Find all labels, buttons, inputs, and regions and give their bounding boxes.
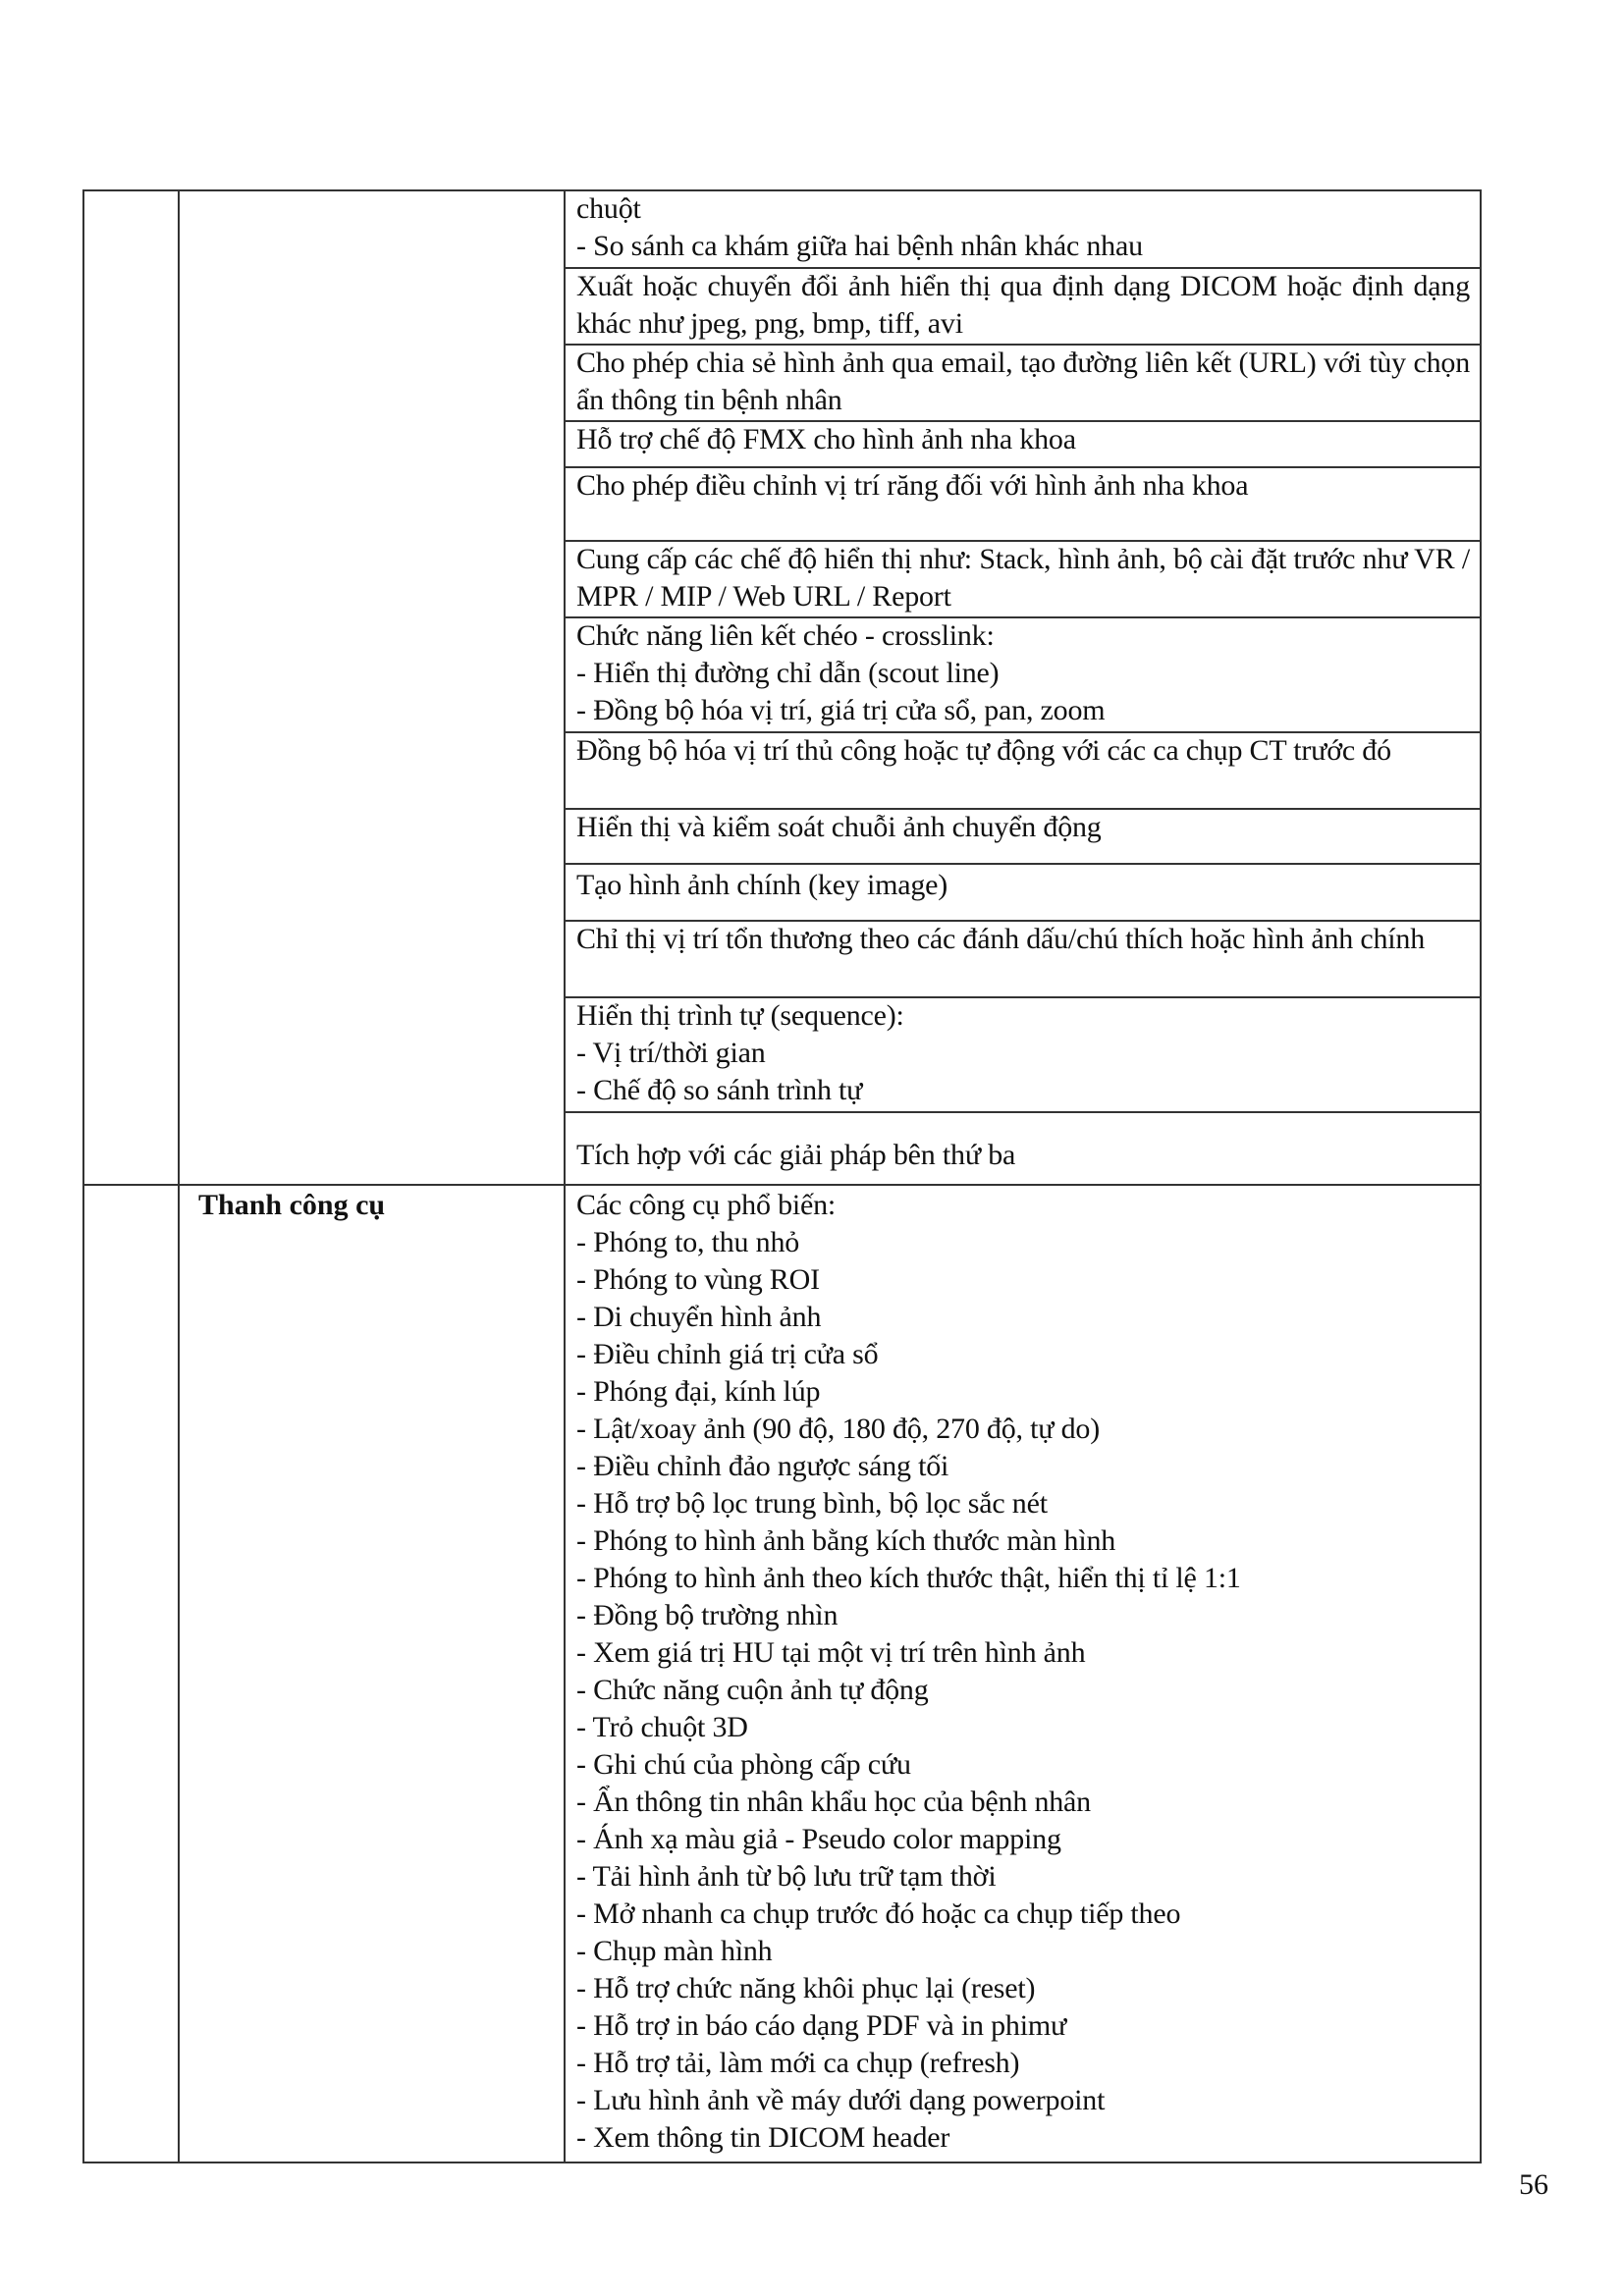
tool-list-item: - Hỗ trợ tải, làm mới ca chụp (refresh) [576,2047,1020,2079]
table-border-bottom [82,2162,1482,2163]
table-cell: Cho phép chia sẻ hình ảnh qua email, tạo đường liên kết (URL) với tùy chọn ẩn thông tin bệnh nhân [576,347,1470,416]
tool-list-item: - Hỗ trợ in báo cáo dạng PDF và in phimư [576,2009,1067,2042]
section-label-toolbar: Thanh công cụ [198,1189,386,1221]
tool-list-item: - Chức năng cuộn ảnh tự động [576,1674,929,1706]
table-cell: Chỉ thị vị trí tổn thương theo các đánh dấu/chú thích hoặc hình ảnh chính [576,923,1425,955]
tool-list-item: - Hỗ trợ chức năng khôi phục lại (reset) [576,1972,1036,2004]
row-divider [564,863,1482,865]
table-cell: Tích hợp với các giải pháp bên thứ ba [576,1139,1016,1171]
tool-list-item: - Hỗ trợ bộ lọc trung bình, bộ lọc sắc nét [576,1487,1048,1520]
tool-list-item: - Trỏ chuột 3D [576,1711,748,1743]
tool-list-item: - Mở nhanh ca chụp trước đó hoặc ca chụp tiếp theo [576,1897,1181,1930]
tool-list-item: - Lật/xoay ảnh (90 độ, 180 độ, 270 độ, tự do) [576,1413,1101,1445]
section-divider [82,1184,1482,1186]
table-cell: Chức năng liên kết chéo - crosslink: - Hiển thị đường chỉ dẫn (scout line) - Đồng bộ hóa vị trí, giá trị cửa sổ, pan, zoom [576,619,1106,726]
page-number: 56 [1519,2168,1548,2201]
tool-list-item: - Phóng đại, kính lúp [576,1375,821,1408]
table-cell: Đồng bộ hóa vị trí thủ công hoặc tự động với các ca chụp CT trước đó [576,734,1391,767]
tool-list-item: - Điều chỉnh giá trị cửa sổ [576,1338,879,1370]
tool-list-item: - Di chuyển hình ảnh [576,1301,822,1333]
column-divider-2 [564,189,566,2163]
table-cell: Cung cấp các chế độ hiển thị như: Stack, hình ảnh, bộ cài đặt trước như VR / MPR / MIP / Web URL / Report [576,543,1470,613]
column-divider-1 [178,189,180,2163]
tool-list-item: - Xem giá trị HU tại một vị trí trên hình ảnh [576,1636,1086,1669]
row-divider [564,1111,1482,1113]
table-border-right [1480,189,1482,2163]
table-cell: Tạo hình ảnh chính (key image) [576,869,948,901]
table-cell: Xuất hoặc chuyển đổi ảnh hiển thị qua định dạng DICOM hoặc định dạng khác như jpeg, png, bmp, tiff, avi [576,270,1470,340]
tool-list-item: - Lưu hình ảnh về máy dưới dạng powerpoint [576,2084,1106,2116]
table-cell: Hiển thị trình tự (sequence): - Vị trí/thời gian - Chế độ so sánh trình tự [576,999,904,1106]
tool-list-item: - Phóng to hình ảnh theo kích thước thật, hiển thị tỉ lệ 1:1 [576,1562,1241,1594]
tool-list-item: - Phóng to hình ảnh bằng kích thước màn hình [576,1524,1116,1557]
table-cell: chuột - So sánh ca khám giữa hai bệnh nhân khác nhau [576,192,1143,262]
tool-list-item: - Tải hình ảnh từ bộ lưu trữ tạm thời [576,1860,997,1893]
tool-list-item: - Phóng to vùng ROI [576,1263,820,1296]
toolbar-tools-heading: Các công cụ phổ biến: [576,1189,837,1221]
table-border-left [82,189,84,2163]
tool-list-item: - Phóng to, thu nhỏ [576,1226,800,1258]
tool-list-item: - Xem thông tin DICOM header [576,2121,950,2154]
tool-list-item: - Điều chỉnh đảo ngược sáng tối [576,1450,949,1482]
tool-list-item: - Ẩn thông tin nhân khẩu học của bệnh nhân [576,1786,1091,1818]
tool-list-item: - Chụp màn hình [576,1935,773,1967]
tool-list-item: - Đồng bộ trường nhìn [576,1599,839,1631]
tool-list-item: - Ánh xạ màu giả - Pseudo color mapping [576,1823,1061,1855]
table-cell: Hỗ trợ chế độ FMX cho hình ảnh nha khoa [576,423,1076,455]
table-cell: Cho phép điều chỉnh vị trí răng đối với hình ảnh nha khoa [576,469,1249,502]
tool-list-item: - Ghi chú của phòng cấp cứu [576,1748,911,1781]
table-cell: Hiển thị và kiểm soát chuỗi ảnh chuyển động [576,811,1102,843]
requirements-table [82,189,1482,2163]
toolbar-tools-list [576,1224,1470,2157]
